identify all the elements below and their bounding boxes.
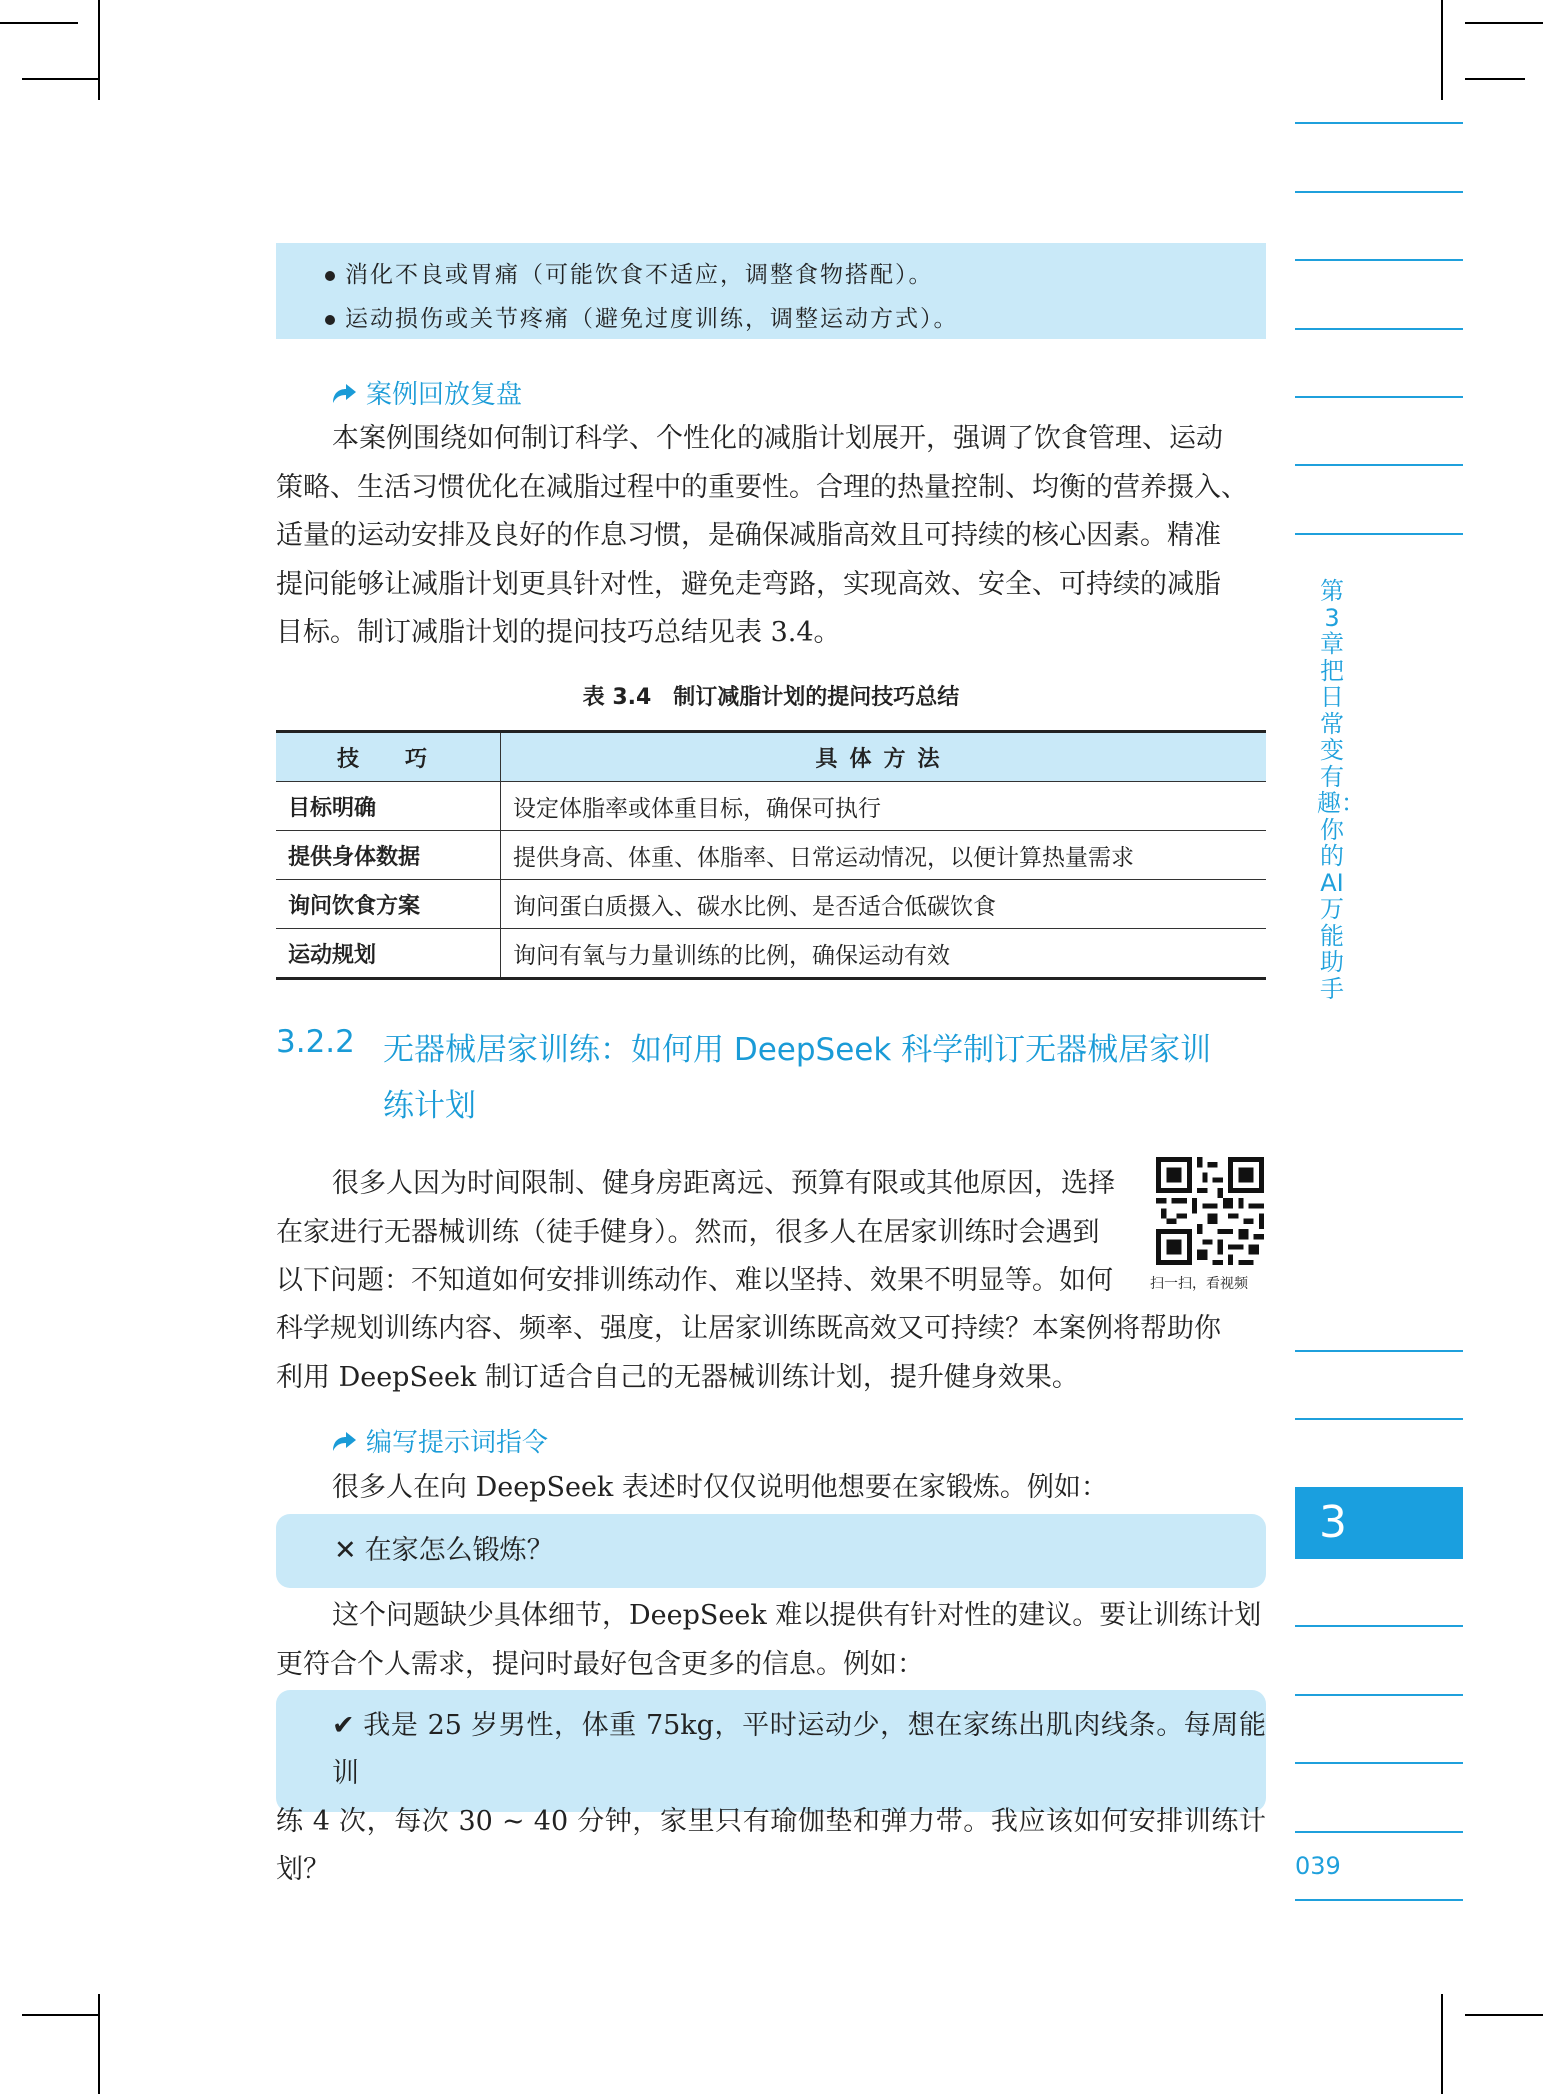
table-cell: 提供身体数据 bbox=[276, 831, 501, 880]
good-example-box bbox=[276, 1690, 1266, 1885]
chapter-number-tab: 3 bbox=[1295, 1487, 1463, 1559]
bad-example-text: 在家怎么锻炼？ bbox=[364, 1535, 554, 1566]
section-title: 无器械居家训练：如何用 DeepSeek 科学制订无器械居家训 bbox=[383, 1032, 1212, 1068]
margin-rule bbox=[1295, 533, 1463, 535]
paragraph-line: 策略、生活习惯优化在减脂过程中的重要性。合理的热量控制、均衡的营养摄入、 bbox=[276, 471, 1248, 503]
review-heading bbox=[330, 374, 522, 411]
chapter-title-vertical: 第3章 把日常变有趣：你的AI万能助手 bbox=[1317, 577, 1368, 1003]
qr-code-icon[interactable] bbox=[1156, 1157, 1264, 1265]
prompt-middle bbox=[276, 1592, 1266, 1689]
paragraph-line: 科学规划训练内容、频率、强度，让居家训练既高效又可持续？本案例将帮助你 bbox=[276, 1313, 1221, 1344]
table-cell: 询问有氧与力量训练的比例，确保运动有效 bbox=[513, 942, 950, 969]
table-cell: 提供身高、体重、体脂率、日常运动情况，以便计算热量需求 bbox=[513, 844, 1134, 871]
table-cell: 运动规划 bbox=[276, 929, 501, 979]
margin-rule bbox=[1295, 1694, 1463, 1696]
tips-table bbox=[276, 730, 1266, 980]
table-row bbox=[276, 831, 1266, 880]
crop-mark bbox=[98, 0, 100, 100]
arrow-icon bbox=[330, 379, 358, 407]
table-header: 技 巧 bbox=[276, 732, 501, 782]
table-row bbox=[276, 929, 1266, 979]
good-example-line bbox=[276, 1702, 1266, 1798]
paragraph-line: 目标。制订减脂计划的提问技巧总结见表 3.4。 bbox=[276, 617, 841, 648]
bullet-text: 消化不良或胃痛（可能饮食不适应，调整食物搭配）。 bbox=[345, 262, 934, 288]
margin-rule bbox=[1295, 328, 1463, 330]
table-cell: 目标明确 bbox=[276, 782, 501, 831]
intro-paragraph-top bbox=[276, 1160, 1156, 1306]
margin-rule bbox=[1295, 1350, 1463, 1352]
arrow-icon bbox=[330, 1427, 358, 1455]
paragraph-line: 以下问题：不知道如何安排训练动作、难以坚持、效果不明显等。如何 bbox=[276, 1265, 1113, 1296]
bullet-item bbox=[325, 300, 959, 333]
table-header-row bbox=[276, 732, 1266, 782]
table-row bbox=[276, 880, 1266, 929]
bad-example-line bbox=[334, 1527, 554, 1575]
bullet-text: 运动损伤或关节疼痛（避免过度训练，调整运动方式）。 bbox=[345, 306, 959, 332]
section-number: 3.2.2 bbox=[276, 1024, 355, 1060]
bad-example-box bbox=[276, 1514, 1266, 1588]
margin-rule bbox=[1295, 396, 1463, 398]
margin-rule bbox=[1295, 1899, 1463, 1901]
margin-rule bbox=[1295, 1625, 1463, 1627]
cross-icon: ✕ bbox=[334, 1535, 357, 1566]
crop-mark bbox=[22, 2014, 100, 2016]
table-caption: 表 3.4 制订减脂计划的提问技巧总结 bbox=[582, 685, 960, 710]
paragraph-line: 这个问题缺少具体细节，DeepSeek 难以提供有针对性的建议。要让训练计划 bbox=[332, 1600, 1262, 1631]
margin-rule bbox=[1295, 122, 1463, 124]
table-cell: 询问饮食方案 bbox=[276, 880, 501, 929]
margin-rule bbox=[1295, 191, 1463, 193]
bullet-item bbox=[325, 256, 934, 289]
paragraph-line: 很多人在向 DeepSeek 表述时仅仅说明他想要在家锻炼。例如： bbox=[332, 1472, 1108, 1503]
table-row bbox=[276, 782, 1266, 831]
margin-rule bbox=[1295, 1831, 1463, 1833]
margin-rule bbox=[1295, 464, 1463, 466]
good-example-text-2: 练 4 次，每次 30 ~ 40 分钟，家里只有瑜伽垫和弹力带。我应该如何安排训练计划？ bbox=[276, 1806, 1266, 1885]
table-header: 具体方法 bbox=[501, 732, 1267, 782]
paragraph-line: 适量的运动安排及良好的作息习惯，是确保减脂高效且可持续的核心因素。精准 bbox=[276, 520, 1221, 551]
paragraph-line: 更符合个人需求，提问时最好包含更多的信息。例如： bbox=[276, 1648, 924, 1680]
qr-caption: 扫一扫，看视频 bbox=[1150, 1276, 1248, 1292]
check-icon: ✔ bbox=[332, 1710, 355, 1741]
good-example-text-1: 我是 25 岁男性，体重 75kg，平时运动少，想在家练出肌肉线条。每周能训 bbox=[332, 1710, 1266, 1789]
crop-mark bbox=[1441, 1994, 1443, 2094]
crop-mark bbox=[0, 22, 78, 24]
review-heading-text: 案例回放复盘 bbox=[366, 380, 523, 410]
crop-mark bbox=[1465, 22, 1543, 24]
paragraph-line: 很多人因为时间限制、健身房距离远、预算有限或其他原因，选择 bbox=[332, 1168, 1115, 1199]
paragraph-line: 本案例围绕如何制订科学、个性化的减脂计划展开，强调了饮食管理、运动 bbox=[332, 423, 1223, 454]
paragraph-line: 在家进行无器械训练（徒手健身）。然而，很多人在居家训练时会遇到 bbox=[276, 1216, 1100, 1248]
paragraph-line: 提问能够让减脂计划更具针对性，避免走弯路，实现高效、安全、可持续的减脂 bbox=[276, 568, 1221, 600]
prompt-intro bbox=[276, 1464, 1266, 1513]
crop-mark bbox=[98, 1994, 100, 2094]
crop-mark bbox=[22, 78, 100, 80]
table-cell: 询问蛋白质摄入、碳水比例、是否适合低碳饮食 bbox=[513, 893, 996, 920]
margin-rule bbox=[1295, 1762, 1463, 1764]
good-example-text bbox=[276, 1702, 1266, 1894]
crop-mark bbox=[1465, 78, 1525, 80]
table-cell: 设定体脂率或体重目标，确保可执行 bbox=[513, 795, 881, 822]
intro-paragraph-bottom bbox=[276, 1305, 1266, 1402]
review-paragraph bbox=[276, 415, 1266, 658]
margin-rule bbox=[1295, 259, 1463, 261]
margin-rule bbox=[1295, 1418, 1463, 1420]
prompt-heading-text: 编写提示词指令 bbox=[366, 1428, 549, 1458]
prompt-heading bbox=[330, 1422, 548, 1459]
crop-mark bbox=[1441, 0, 1443, 100]
crop-mark bbox=[1465, 2014, 1543, 2016]
section-title-cont: 练计划 bbox=[383, 1088, 476, 1124]
page-number: 039 bbox=[1295, 1852, 1341, 1880]
paragraph-line: 利用 DeepSeek 制订适合自己的无器械训练计划，提升健身效果。 bbox=[276, 1361, 1079, 1393]
